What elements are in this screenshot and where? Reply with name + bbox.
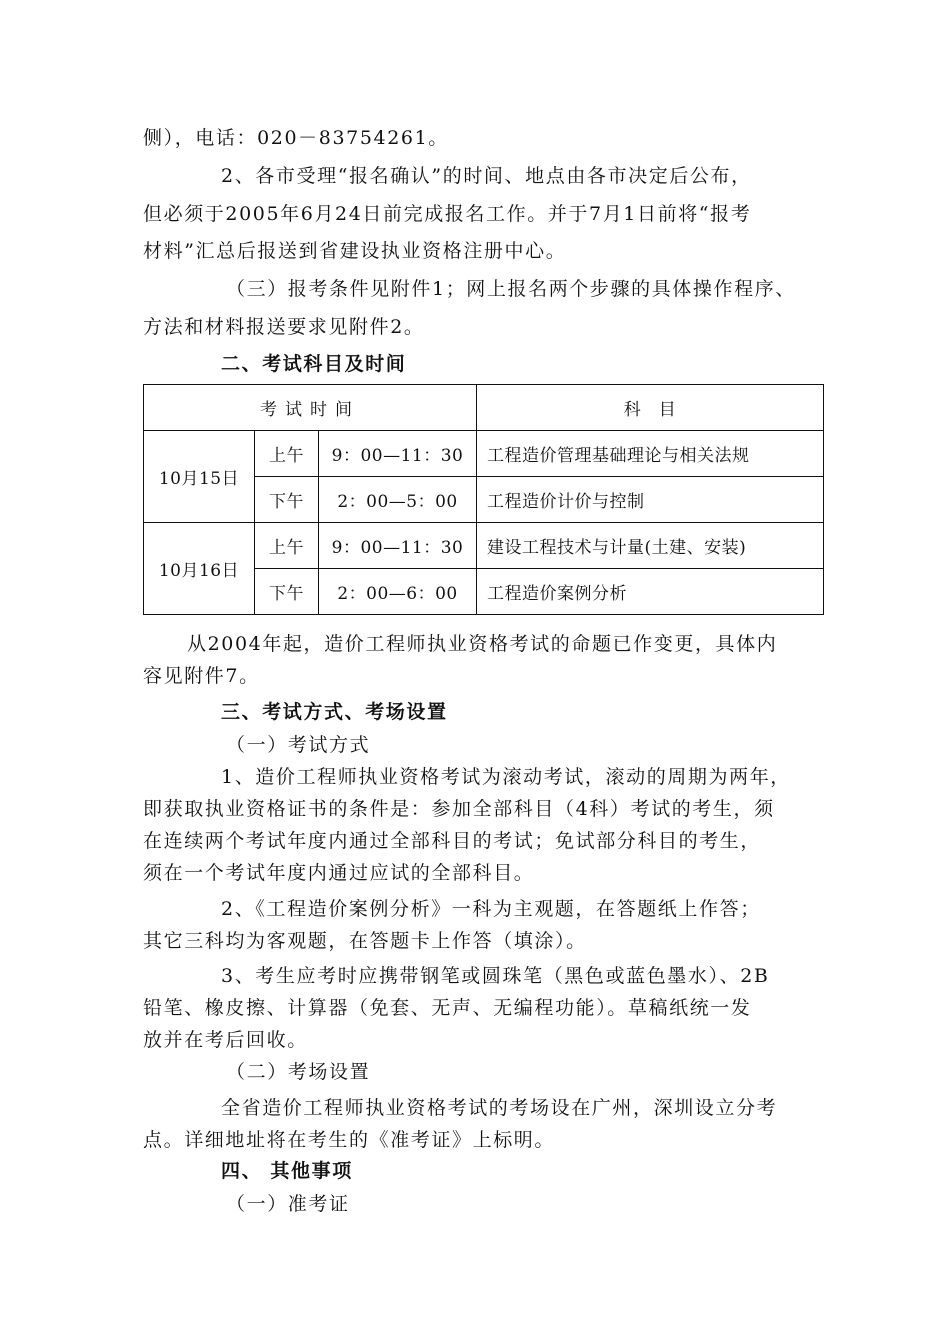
subsection-heading: （一）考试方式 — [226, 734, 371, 756]
paragraph-line: 全省造价工程师执业资格考试的考场设在广州，深圳设立分考 — [221, 1097, 778, 1119]
period-cell: 上午 — [255, 523, 319, 569]
subsection-heading: （一）准考证 — [226, 1193, 350, 1215]
period-cell: 下午 — [255, 477, 319, 523]
table-header-row — [144, 385, 824, 431]
paragraph-line: 在连续两个考试年度内通过全部科目的考试；免试部分科目的考生， — [143, 830, 762, 852]
paragraph-line: 铅笔、橡皮擦、计算器（免套、无声、无编程功能）。草稿纸统一发 — [143, 997, 752, 1019]
section-heading: 二、考试科目及时间 — [221, 353, 407, 375]
time-cell: 9：00—11：30 — [319, 523, 477, 569]
exam-schedule-table — [143, 384, 824, 615]
subject-cell: 建设工程技术与计量(土建、安装) — [477, 523, 824, 569]
paragraph-line: 方法和材料报送要求见附件2。 — [143, 316, 425, 338]
paragraph-line: 2、《工程造价案例分析》一科为主观题，在答题纸上作答； — [221, 898, 761, 920]
section-heading: 三、考试方式、考场设置 — [221, 701, 448, 723]
paragraph-line: 即获取执业资格证书的条件是：参加全部科目（4科）考试的考生，须 — [143, 798, 775, 820]
time-cell: 9：00—11：30 — [319, 431, 477, 477]
subject-cell: 工程造价案例分析 — [477, 569, 824, 615]
paragraph-line: 其它三科均为客观题，在答题卡上作答（填涂）。 — [143, 930, 587, 952]
period-cell: 下午 — [255, 569, 319, 615]
paragraph-line: 须在一个考试年度内通过应试的全部科目。 — [143, 862, 535, 884]
exam-date-cell: 10月15日 — [144, 431, 255, 523]
paragraph-line: 但必须于2005年6月24日前完成报名工作。并于7月1日前将“报考 — [143, 203, 752, 225]
exam-date-cell: 10月16日 — [144, 523, 255, 615]
header-subject: 科 目 — [477, 385, 824, 431]
subsection-heading: （二）考场设置 — [226, 1061, 371, 1083]
paragraph-line: （三）报考条件见附件1；网上报名两个步骤的具体操作程序、 — [226, 278, 796, 300]
header-exam-time: 考试时间 — [144, 385, 477, 431]
paragraph-line: 3、考生应考时应携带钢笔或圆珠笔（黑色或蓝色墨水）、2B — [221, 965, 770, 987]
time-cell: 2：00—6：00 — [319, 569, 477, 615]
section-heading: 四、 其他事项 — [221, 1160, 353, 1182]
paragraph-line: 侧），电话：020－83754261。 — [143, 127, 449, 149]
paragraph-line: 放并在考后回收。 — [143, 1029, 308, 1051]
paragraph-line: 1、造价工程师执业资格考试为滚动考试，滚动的周期为两年， — [221, 766, 791, 788]
time-cell: 2：00—5：00 — [319, 477, 477, 523]
paragraph-line: 2、各市受理“报名确认”的时间、地点由各市决定后公布， — [221, 165, 752, 187]
paragraph-line: 从2004年起，造价工程师执业资格考试的命题已作变更，具体内 — [187, 633, 778, 655]
subject-cell: 工程造价计价与控制 — [477, 477, 824, 523]
subject-cell: 工程造价管理基础理论与相关法规 — [477, 431, 824, 477]
paragraph-line: 点。详细地址将在考生的《准考证》上标明。 — [143, 1129, 556, 1151]
period-cell: 上午 — [255, 431, 319, 477]
paragraph-line: 材料”汇总后报送到省建设执业资格注册中心。 — [143, 240, 567, 262]
table-row — [144, 523, 824, 569]
paragraph-line: 容见附件7。 — [143, 665, 260, 687]
table-row — [144, 431, 824, 477]
